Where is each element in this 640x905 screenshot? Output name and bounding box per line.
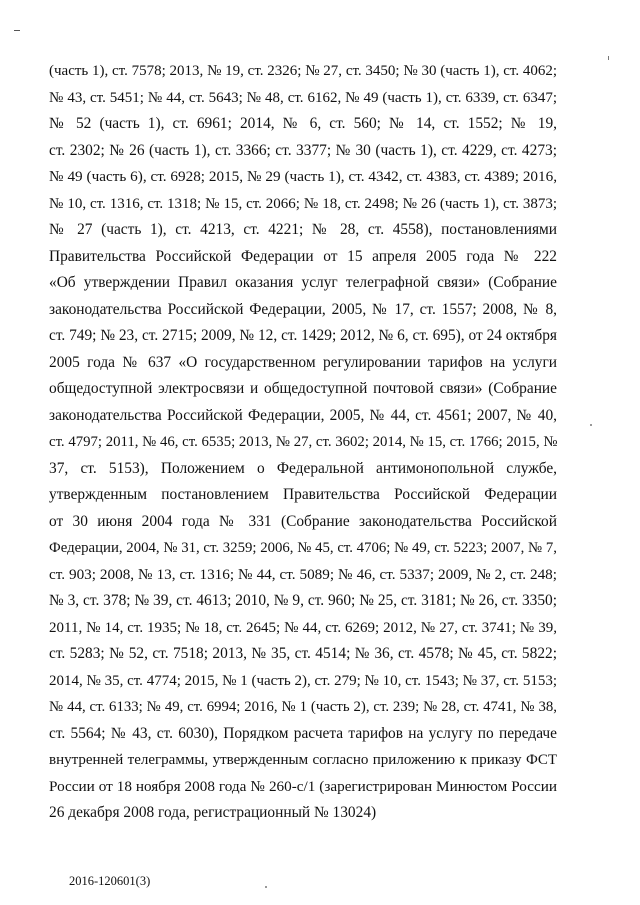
text-line: России от 18 ноября 2008 года № 260-с/1 (зарегистрирован Минюстом России: [49, 777, 557, 795]
text-line: 26 декабря 2008 года, регистрационный № 13024): [49, 804, 377, 821]
text-line: ст. 5564; № 43, ст. 6030), Порядком расчета тарифов на услугу по передаче: [49, 724, 557, 742]
text-line: 37, ст. 5153), Положением о Федеральной антимонопольной службе,: [49, 459, 557, 477]
text-line: Федерации, 2004, № 31, ст. 3259; 2006, № 45, ст. 4706; № 49, ст. 5223; 2007, № 7,: [49, 540, 557, 556]
text-line: № 3, ст. 378; № 39, ст. 4613; 2010, № 9, ст. 960; № 25, ст. 3181; № 26, ст. 3350;: [49, 592, 557, 609]
text-line: № 49 (часть 6), ст. 6928; 2015, № 29 (часть 1), ст. 4342, ст. 4383, ст. 4389; 2016,: [49, 168, 557, 185]
text-line: № 52 (часть 1), ст. 6961; 2014, № 6, ст. 560; № 14, ст. 1552; № 19,: [49, 115, 557, 132]
text-line: 2005 года № 637 «О государственном регулировании тарифов на услуги: [49, 353, 557, 371]
text-line: ст. 2302; № 26 (часть 1), ст. 3366; ст. 3377; № 30 (часть 1), ст. 4229, ст. 4273;: [49, 141, 557, 159]
text-line: законодательства Российской Федерации, 2005, № 17, ст. 1557; 2008, № 8,: [49, 300, 557, 318]
text-line: 2014, № 35, ст. 4774; 2015, № 1 (часть 2), ст. 279; № 10, ст. 1543; № 37, ст. 5153;: [49, 672, 557, 689]
document-code: 2016-120601(3): [69, 874, 151, 888]
text-line: № 27 (часть 1), ст. 4213, ст. 4221; № 28, ст. 4558), постановлениями: [49, 221, 557, 238]
text-line: ст. 5283; № 52, ст. 7518; 2013, № 35, ст. 4514; № 36, ст. 4578; № 45, ст. 5822;: [49, 645, 557, 662]
body-text: [49, 58, 557, 827]
text-line: утвержденным постановлением Правительства Российской Федерации: [49, 486, 557, 503]
scan-mark: [608, 56, 609, 60]
text-line: ст. 4797; 2011, № 46, ст. 6535; 2013, № 27, ст. 3602; 2014, № 15, ст. 1766; 2015, №: [49, 434, 558, 450]
text-line: № 43, ст. 5451; № 44, ст. 5643; № 48, ст. 6162, № 49 (часть 1), ст. 6339, ст. 6347;: [49, 89, 557, 106]
text-line: (часть 1), ст. 7578; 2013, № 19, ст. 2326; № 27, ст. 3450; № 30 (часть 1), ст. 4062;: [49, 63, 557, 79]
text-line: внутренней телеграммы, утвержденным согласно приложению к приказу ФСТ: [49, 752, 557, 768]
text-line: законодательства Российской Федерации, 2005, № 44, ст. 4561; 2007, № 40,: [49, 406, 557, 424]
text-line: общедоступной электросвязи и общедоступной почтовой связи» (Собрание: [49, 380, 557, 397]
text-line: Правительства Российской Федерации от 15 апреля 2005 года № 222: [49, 247, 557, 265]
text-line: «Об утверждении Правил оказания услуг телеграфной связи» (Собрание: [49, 274, 557, 291]
scan-speck: [590, 424, 592, 426]
text-line: 2011, № 14, ст. 1935; № 18, ст. 2645; № 44, ст. 6269; 2012, № 27, ст. 3741; № 39,: [49, 619, 557, 636]
text-line: № 44, ст. 6133; № 49, ст. 6994; 2016, № 1 (часть 2), ст. 239; № 28, ст. 4741, № 38,: [49, 699, 557, 715]
text-line: от 30 июня 2004 года № 331 (Собрание законодательства Российской: [49, 512, 557, 530]
scan-speck: [265, 886, 267, 888]
text-line: ст. 749; № 23, ст. 2715; 2009, № 12, ст. 1429; 2012, № 6, ст. 695), от 24 октября: [49, 327, 557, 344]
text-line: № 10, ст. 1316, ст. 1318; № 15, ст. 2066; № 18, ст. 2498; № 26 (часть 1), ст. 3873;: [49, 195, 557, 212]
text-line: ст. 903; 2008, № 13, ст. 1316; № 44, ст. 5089; № 46, ст. 5337; 2009, № 2, ст. 248;: [49, 565, 557, 583]
scan-mark: [14, 30, 20, 31]
